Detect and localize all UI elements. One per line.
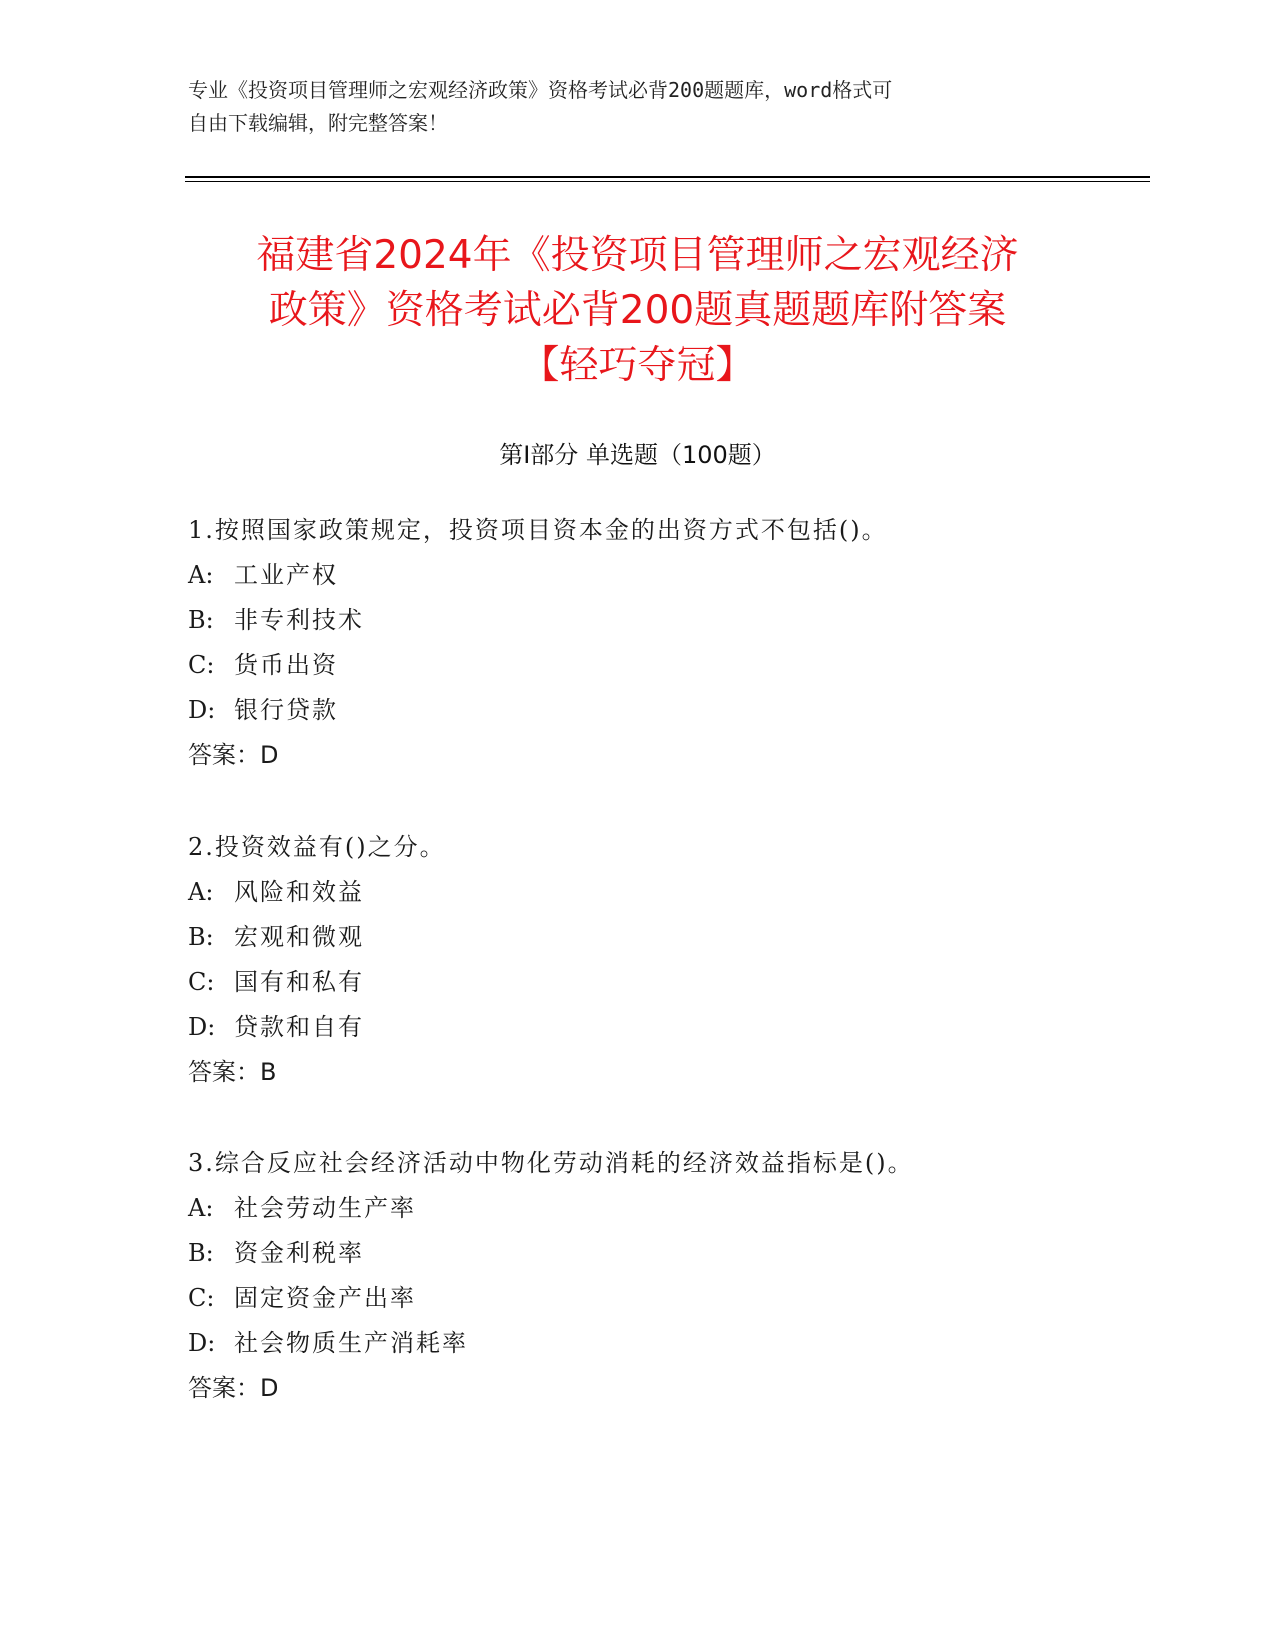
- option-letter: B:: [188, 606, 214, 634]
- header-divider-thick: [185, 176, 1150, 178]
- header-note-line: 专业《投资项目管理师之宏观经济政策》资格考试必背200题题库，word格式可: [188, 78, 893, 102]
- question-option: [188, 598, 1188, 643]
- option-letter: C:: [188, 651, 215, 679]
- question-block: [188, 508, 1188, 778]
- question-option: [188, 870, 1188, 915]
- question-option: [188, 960, 1188, 1005]
- option-text: 贷款和自有: [234, 1013, 364, 1041]
- question-option: [188, 915, 1188, 960]
- question-option: [188, 643, 1188, 688]
- question-option: [188, 553, 1188, 598]
- header-note-line: 自由下载编辑，附完整答案！: [188, 111, 448, 135]
- header-note: [188, 74, 1068, 140]
- option-letter: C:: [188, 968, 215, 996]
- title-line: 【轻巧夺冠】: [520, 343, 755, 388]
- question-block: [188, 1141, 1188, 1411]
- option-text: 工业产权: [234, 561, 338, 589]
- option-text: 社会劳动生产率: [234, 1194, 416, 1222]
- title-line: 福建省2024年《投资项目管理师之宏观经济: [256, 233, 1019, 278]
- question-answer: 答案：D: [188, 1374, 279, 1402]
- option-text: 非专利技术: [234, 606, 364, 634]
- header-divider-thin: [185, 181, 1150, 182]
- option-text: 货币出资: [234, 651, 338, 679]
- option-letter: B:: [188, 923, 214, 951]
- option-letter: A:: [188, 1194, 214, 1222]
- option-text: 宏观和微观: [234, 923, 364, 951]
- option-text: 国有和私有: [234, 968, 364, 996]
- question-option: [188, 1186, 1188, 1231]
- option-text: 风险和效益: [234, 878, 364, 906]
- question-option: [188, 688, 1188, 733]
- question-block: [188, 825, 1188, 1095]
- title-line: 政策》资格考试必背200题真题题库附答案: [268, 288, 1007, 333]
- option-letter: D:: [188, 1013, 216, 1041]
- option-letter: B:: [188, 1239, 214, 1267]
- option-letter: A:: [188, 878, 214, 906]
- option-letter: D:: [188, 696, 216, 724]
- section-heading: 第Ⅰ部分 单选题（100题）: [499, 441, 776, 469]
- question-option: [188, 1005, 1188, 1050]
- option-text: 资金利税率: [234, 1239, 364, 1267]
- option-text: 社会物质生产消耗率: [234, 1329, 468, 1357]
- option-text: 银行贷款: [234, 696, 338, 724]
- option-letter: A:: [188, 561, 214, 589]
- question-stem: 2.投资效益有()之分。: [188, 833, 446, 861]
- question-answer: 答案：B: [188, 1058, 277, 1086]
- document-title: [150, 228, 1125, 393]
- question-option: [188, 1276, 1188, 1321]
- question-stem: 1.按照国家政策规定，投资项目资本金的出资方式不包括()。: [188, 516, 888, 544]
- question-answer: 答案：D: [188, 741, 279, 769]
- option-text: 固定资金产出率: [234, 1284, 416, 1312]
- option-letter: D:: [188, 1329, 216, 1357]
- question-option: [188, 1231, 1188, 1276]
- question-option: [188, 1321, 1188, 1366]
- question-stem: 3.综合反应社会经济活动中物化劳动消耗的经济效益指标是()。: [188, 1149, 914, 1177]
- option-letter: C:: [188, 1284, 215, 1312]
